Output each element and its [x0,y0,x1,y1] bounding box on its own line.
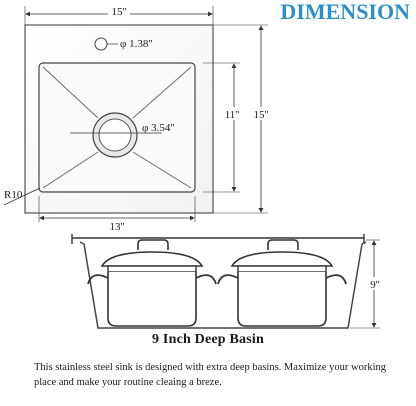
caption-title: 9 Inch Deep Basin [152,332,264,347]
corner-radius-label: R10 [4,189,23,201]
caption-description: This stainless steel sink is designed with extra deep basins. Maximize your working place and make your routine cleaing a breze. [34,362,386,388]
width-label: 15'' [111,6,127,18]
dimension-title: DIMENSION [280,0,410,24]
inner-width-label: 13'' [109,221,125,233]
left-pot-illustration [88,240,216,326]
outer-height-label: 15'' [253,109,269,121]
inner-height-label: 11'' [224,109,240,121]
faucet-hole-label: φ 1.38'' [120,38,153,50]
side-view [72,234,386,328]
faucet-hole [95,38,107,50]
top-view [4,5,272,233]
drain-label: φ 3.54'' [142,122,175,134]
depth-label: 9'' [370,279,380,291]
right-pot-illustration [218,240,346,326]
